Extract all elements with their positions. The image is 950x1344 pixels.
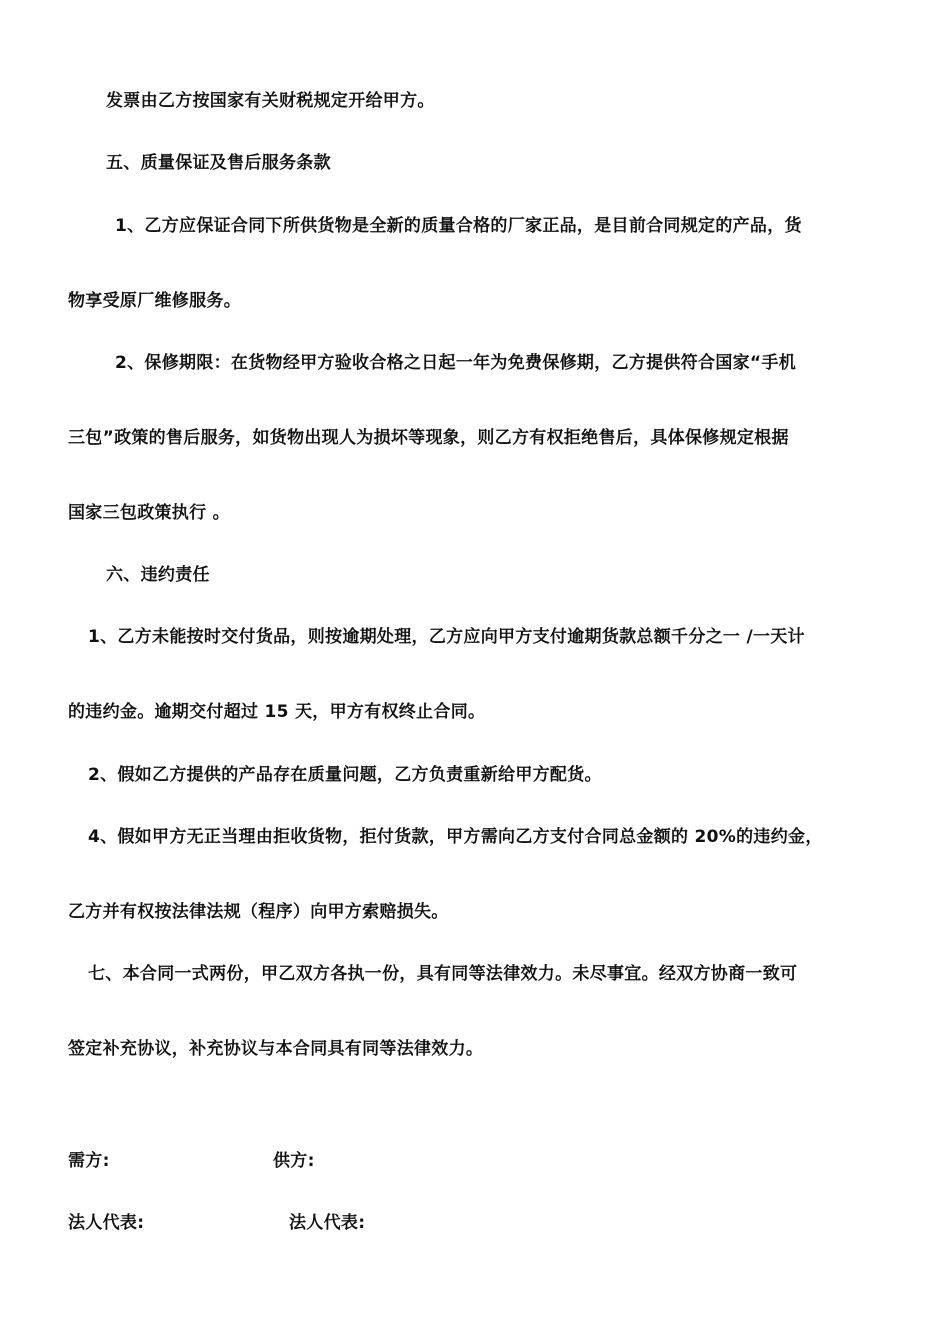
supplier-legal-rep-label: 法人代表:	[289, 1213, 366, 1233]
section-6-item-4-line-1: 4、假如甲方无正当理由拒收货物，拒付货款，甲方需向乙方支付合同总金额的 20%的违约金，	[88, 827, 823, 847]
section-5-item-1-line-1: 1、乙方应保证合同下所供货物是全新的质量合格的厂家正品，是目前合同规定的产品，货	[115, 216, 802, 236]
section-7-line-1: 七、本合同一式两份，甲乙双方各执一份，具有同等法律效力。未尽事宜。经双方协商一致可	[88, 964, 798, 984]
section-5-item-2-line-1: 2、保修期限：在货物经甲方验收合格之日起一年为免费保修期，乙方提供符合国家“手机	[115, 353, 796, 373]
section-6-item-1-line-1: 1、乙方未能按时交付货品，则按逾期处理，乙方应向甲方支付逾期货款总额千分之一 /一天计	[88, 627, 805, 647]
section-6-heading: 六、违约责任	[106, 565, 210, 585]
section-5-item-2-line-2: 三包”政策的售后服务，如货物出现人为损坏等现象，则乙方有权拒绝售后，具体保修规定根据	[68, 428, 789, 448]
buyer-label: 需方:	[68, 1151, 110, 1171]
section-5-heading: 五、质量保证及售后服务条款	[106, 153, 331, 173]
section-6-item-4-line-2: 乙方并有权按法律法规（程序）向甲方索赔损失。	[68, 902, 449, 922]
section-5-item-2-line-3: 国家三包政策执行 。	[68, 503, 230, 523]
section-7-line-2: 签定补充协议，补充协议与本合同具有同等法律效力。	[68, 1039, 484, 1059]
buyer-legal-rep-label: 法人代表:	[68, 1213, 145, 1233]
invoice-clause: 发票由乙方按国家有关财税规定开给甲方。	[106, 91, 435, 111]
section-6-item-2: 2、假如乙方提供的产品存在质量问题，乙方负责重新给甲方配货。	[88, 765, 602, 785]
section-5-item-1-line-2: 物享受原厂维修服务。	[68, 291, 241, 311]
supplier-label: 供方:	[273, 1151, 315, 1171]
section-6-item-1-line-2: 的违约金。逾期交付超过 15 天，甲方有权终止合同。	[68, 702, 486, 722]
